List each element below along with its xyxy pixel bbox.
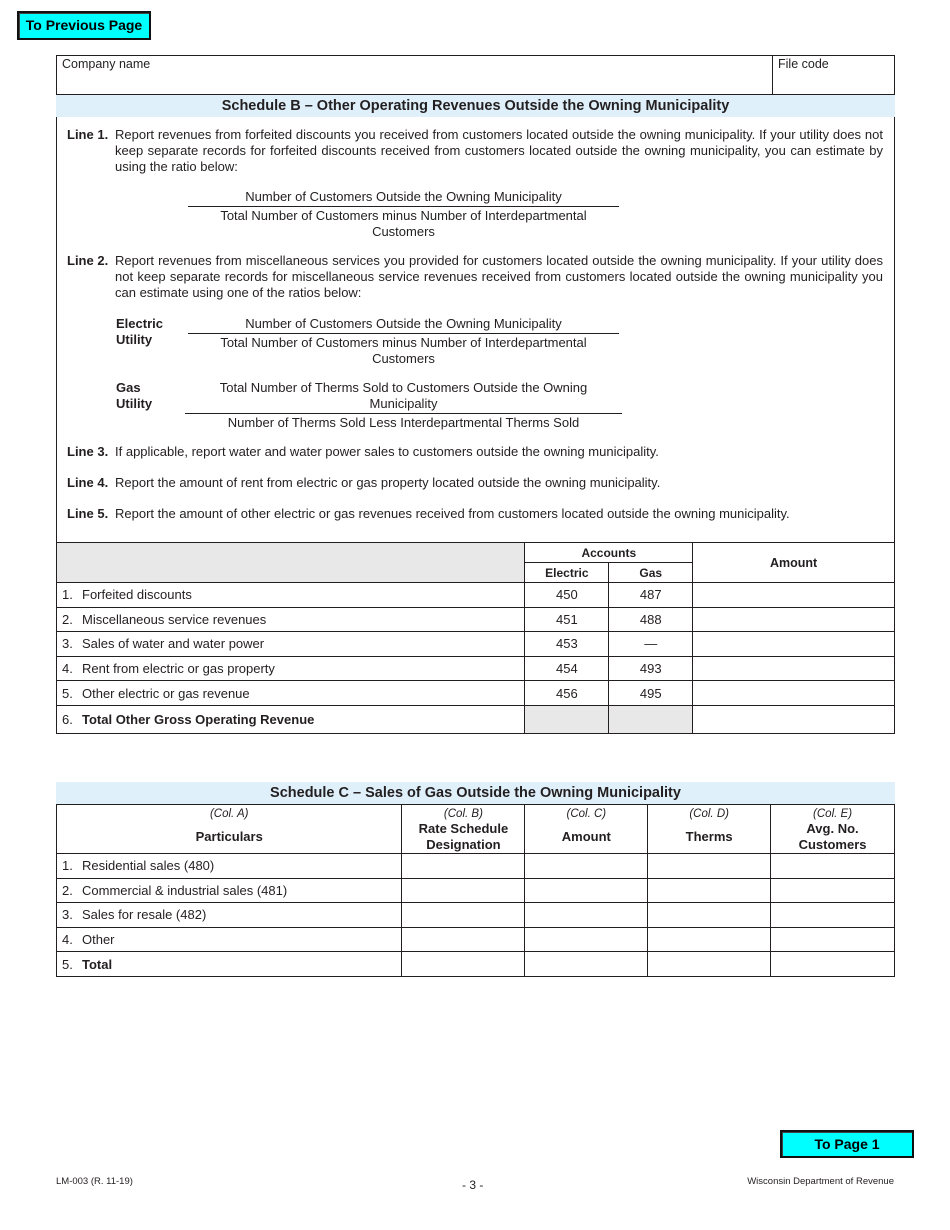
line-1-label: Line 1. [67, 127, 109, 142]
row-number: 1. [62, 587, 73, 603]
line-3-label: Line 3. [67, 444, 109, 459]
row-label: Miscellaneous service revenues [82, 611, 267, 627]
row-number: 6. [62, 711, 73, 727]
schedule-b-title: Schedule B – Other Operating Revenues Outside the Owning Municipality [56, 95, 895, 117]
row-number: 5. [62, 685, 73, 701]
table-row [57, 878, 895, 903]
electric-header: Electric [525, 563, 609, 583]
row-description [57, 583, 525, 608]
to-previous-page-button[interactable] [17, 11, 151, 40]
row-number: 3. [62, 907, 73, 923]
col-d-title: Therms [685, 829, 733, 844]
schedule-b-table [56, 542, 895, 734]
gas-label-line-1: Gas [116, 380, 141, 395]
line-1-ratio [188, 189, 619, 240]
row-description [57, 607, 525, 632]
company-name-label: Company name [62, 57, 151, 71]
therms-input[interactable] [648, 854, 771, 879]
row-label: Other electric or gas revenue [82, 685, 250, 701]
electric-utility-label [116, 316, 163, 348]
rate-schedule-input[interactable] [402, 878, 525, 903]
amount-input[interactable] [693, 583, 895, 608]
rate-schedule-input[interactable] [402, 927, 525, 952]
row-description [57, 878, 402, 903]
therms-input[interactable] [648, 878, 771, 903]
total-label: Total Other Gross Operating Revenue [82, 711, 315, 727]
to-page-1-button[interactable] [780, 1130, 914, 1158]
line-2-text: Report revenues from miscellaneous services you provided for customers located outside the owning municipality. If your utility does not keep separate records for miscellaneous service revenues received from customers located outside the owning municipality you can estimate using one of the ratios below: [115, 253, 883, 300]
electric-label-line-1: Electric [116, 316, 163, 331]
amount-input[interactable] [693, 632, 895, 657]
to-page-1-label: To Page 1 [814, 1136, 880, 1152]
line-5-label: Line 5. [67, 506, 109, 521]
table-row [57, 681, 895, 706]
gas-shaded-cell [609, 705, 693, 733]
amount-input[interactable] [693, 681, 895, 706]
col-c-tag: (Col. C) [566, 808, 607, 820]
amount-input[interactable] [525, 903, 648, 928]
col-e-title-line-1: Avg. No. [806, 821, 859, 836]
line-3-instruction [67, 444, 883, 460]
row-label: Sales of water and water power [82, 636, 265, 652]
col-b-tag: (Col. B) [443, 808, 483, 820]
accounts-header: Accounts [525, 543, 693, 563]
col-b-title-line-2: Designation [426, 837, 501, 852]
amount-input[interactable] [525, 952, 648, 977]
total-amount-input[interactable] [693, 705, 895, 733]
avg-customers-input[interactable] [771, 952, 895, 977]
row-label: Sales for resale (482) [82, 907, 207, 923]
row-label: Residential sales (480) [82, 858, 215, 874]
row-number: 5. [62, 956, 73, 972]
company-name-field[interactable] [57, 56, 773, 94]
rate-schedule-input[interactable] [402, 854, 525, 879]
row-description [57, 656, 525, 681]
schedule-c-title: Schedule C – Sales of Gas Outside the Owning Municipality [56, 782, 895, 804]
amount-input[interactable] [525, 854, 648, 879]
electric-shaded-cell [525, 705, 609, 733]
gas-account: 487 [609, 583, 693, 608]
row-description [57, 903, 402, 928]
form-id: LM-003 (R. 11-19) [56, 1176, 133, 1187]
electric-account: 450 [525, 583, 609, 608]
row-label: Other [82, 932, 115, 948]
col-d-header [648, 805, 771, 854]
avg-customers-input[interactable] [771, 927, 895, 952]
table-row [57, 903, 895, 928]
description-header-cell [57, 543, 525, 583]
table-row [57, 632, 895, 657]
row-description [57, 952, 402, 977]
electric-ratio [188, 316, 619, 367]
line-1-text: Report revenues from forfeited discounts you received from customers located outside the owning municipality. If your utility does not keep separate records for forfeited discounts received from customers located outside the owning municipality, you can estimate by using the ratio below: [115, 127, 883, 174]
table-row [57, 583, 895, 608]
row-description [57, 681, 525, 706]
company-header [56, 55, 895, 95]
schedule-b-instructions [56, 117, 895, 542]
col-e-title-line-2: Customers [798, 837, 867, 852]
table-row [57, 656, 895, 681]
therms-input[interactable] [648, 903, 771, 928]
amount-input[interactable] [525, 878, 648, 903]
gas-ratio-denominator: Number of Therms Sold Less Interdepartmental Therms Sold [227, 415, 580, 430]
gas-ratio [185, 380, 622, 431]
row-number: 2. [62, 882, 73, 898]
to-previous-page-label: To Previous Page [25, 17, 143, 33]
line-4-label: Line 4. [67, 475, 109, 490]
total-row [57, 705, 895, 733]
col-a-header [57, 805, 402, 854]
gas-header: Gas [609, 563, 693, 583]
electric-account: 456 [525, 681, 609, 706]
file-code-label: File code [778, 57, 829, 71]
row-description [57, 854, 402, 879]
row-description [57, 632, 525, 657]
line-1-ratio-numerator: Number of Customers Outside the Owning Municipality [188, 189, 619, 207]
col-d-tag: (Col. D) [689, 808, 729, 820]
line-4-text: Report the amount of rent from electric or gas property located outside the owning municipality. [115, 475, 661, 490]
page-number: - 3 - [462, 1178, 484, 1192]
row-number: 2. [62, 611, 73, 627]
col-a-title: Particulars [195, 829, 263, 844]
total-description [57, 705, 525, 733]
schedule-c-table [56, 804, 895, 977]
gas-ratio-numerator: Total Number of Therms Sold to Customers Outside the Owning Municipality [185, 380, 622, 414]
col-e-tag: (Col. E) [813, 808, 853, 820]
line-5-instruction [67, 506, 883, 522]
gas-account: 495 [609, 681, 693, 706]
line-4-instruction [67, 475, 883, 491]
col-c-header [525, 805, 648, 854]
file-code-field[interactable] [773, 56, 894, 94]
gas-account: 493 [609, 656, 693, 681]
col-c-title: Amount [561, 829, 611, 844]
therms-input[interactable] [648, 927, 771, 952]
line-3-text: If applicable, report water and water power sales to customers outside the owning municipality. [115, 444, 659, 459]
amount-input[interactable] [525, 927, 648, 952]
row-number: 3. [62, 636, 73, 652]
gas-account: — [609, 632, 693, 657]
amount-header: Amount [693, 543, 895, 583]
line-1-instruction [67, 127, 883, 175]
gas-label-line-2: Utility [116, 396, 153, 411]
line-5-text: Report the amount of other electric or gas revenues received from customers located outside the owning municipality. [115, 506, 790, 521]
gas-utility-label [116, 380, 152, 412]
row-number: 1. [62, 858, 73, 874]
line-2-instruction [67, 253, 883, 301]
avg-customers-input[interactable] [771, 903, 895, 928]
rate-schedule-input[interactable] [402, 903, 525, 928]
col-e-header [771, 805, 895, 854]
avg-customers-input[interactable] [771, 854, 895, 879]
table-row [57, 607, 895, 632]
electric-account: 453 [525, 632, 609, 657]
amount-input[interactable] [693, 607, 895, 632]
line-1-ratio-denominator: Total Number of Customers minus Number of Interdepartmental Customers [220, 208, 587, 239]
therms-input[interactable] [648, 952, 771, 977]
gas-account: 488 [609, 607, 693, 632]
total-row [57, 952, 895, 977]
amount-input[interactable] [693, 656, 895, 681]
line-2-label: Line 2. [67, 253, 109, 268]
row-label: Rent from electric or gas property [82, 661, 275, 677]
electric-account: 451 [525, 607, 609, 632]
col-a-tag: (Col. A) [209, 808, 249, 820]
electric-ratio-denominator: Total Number of Customers minus Number of Interdepartmental Customers [220, 335, 587, 366]
electric-account: 454 [525, 656, 609, 681]
col-b-header [402, 805, 525, 854]
department-name: Wisconsin Department of Revenue [747, 1176, 894, 1187]
electric-label-line-2: Utility [116, 332, 153, 347]
col-b-title-line-1: Rate Schedule [418, 821, 509, 836]
row-description [57, 927, 402, 952]
table-row [57, 854, 895, 879]
rate-schedule-input[interactable] [402, 952, 525, 977]
total-label: Total [82, 956, 113, 972]
table-row [57, 927, 895, 952]
row-label: Commercial & industrial sales (481) [82, 882, 288, 898]
row-number: 4. [62, 661, 73, 677]
avg-customers-input[interactable] [771, 878, 895, 903]
row-number: 4. [62, 932, 73, 948]
electric-ratio-numerator: Number of Customers Outside the Owning Municipality [188, 316, 619, 334]
row-label: Forfeited discounts [82, 587, 192, 603]
